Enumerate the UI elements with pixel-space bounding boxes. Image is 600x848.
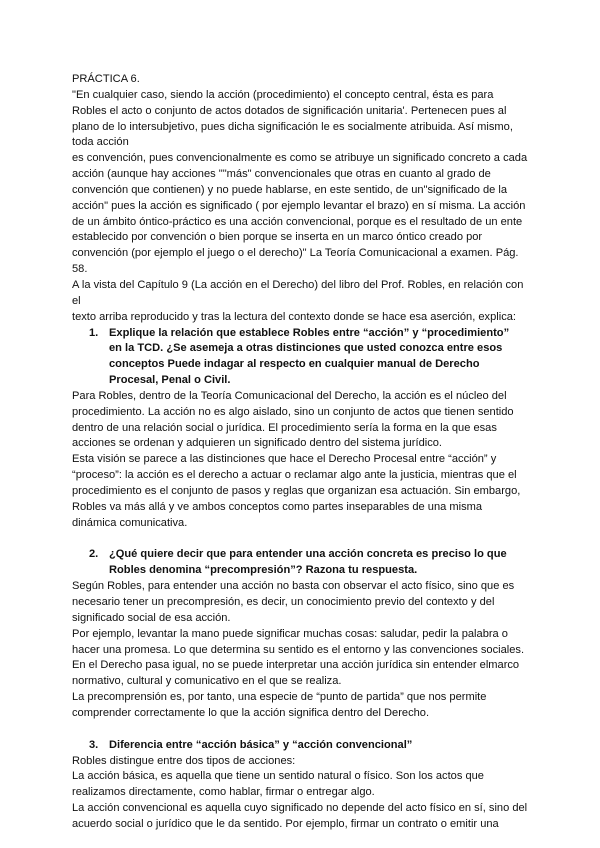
- text-line: significado social de esa acción.: [72, 611, 231, 624]
- text-line: normativo, cultural y comunicativo en el que se realiza.: [72, 675, 342, 688]
- text-line: acciones se ordenan y adquieren un significado dentro del sistema jurídico.: [72, 437, 443, 450]
- answer-3: [72, 754, 528, 833]
- spacer: [72, 722, 528, 738]
- text-line: acuerdo social o jurídico que le da sentido. Por ejemplo, firmar un contrato o emitir una: [72, 817, 499, 830]
- text-line: hacer una promesa. Lo que determina su sentido es el entorno y las convenciones sociales.: [72, 643, 525, 656]
- text-line: el: [72, 294, 81, 307]
- question-number: 3.: [89, 738, 99, 751]
- page-title: PRÁCTICA 6.: [72, 73, 140, 85]
- text-line: La acción básica, es aquella que tiene un sentido natural o físico. Son los actos que: [72, 770, 484, 783]
- text-line: dentro de una relación social o jurídica. El procedimiento sería la forma en la que esas: [72, 421, 497, 434]
- question-number: 1.: [89, 326, 99, 339]
- text-line: Para Robles, dentro de la Teoría Comunicacional del Derecho, la acción es el núcleo del: [72, 389, 507, 402]
- question-line: Robles denomina “precompresión”? Razona tu respuesta.: [109, 564, 418, 577]
- text-line: A la vista del Capítulo 9 (La acción en el Derecho) del libro del Prof. Robles, en relación con: [72, 278, 524, 291]
- text-line: "En cualquier caso, siendo la acción (procedimiento) el concepto central, ésta es para: [72, 88, 494, 101]
- document-page: [72, 72, 528, 833]
- question-2: [72, 547, 528, 579]
- question-line: ¿Qué quiere decir que para entender una acción concreta es preciso lo que: [109, 548, 507, 561]
- text-line: Según Robles, para entender una acción no basta con observar el acto físico, sino que es: [72, 580, 515, 593]
- question-number: 2.: [89, 548, 99, 561]
- text-line: procedimiento es el conjunto de pasos y reglas que organizan esa actuación. Sin embargo,: [72, 484, 521, 497]
- text-line: La precomprensión es, por tanto, una especie de “punto de partida” que nos permite: [72, 691, 487, 704]
- text-line: Por ejemplo, levantar la mano puede significar muchas cosas: saludar, pedir la palabra o: [72, 627, 508, 640]
- text-line: procedimiento. La acción no es algo aislado, sino un conjunto de actos que tienen sentido: [72, 405, 514, 418]
- question-3: [72, 738, 528, 754]
- text-line: convención que contienen) y no puede hablarse, en este sentido, de un"significado de la: [72, 183, 508, 196]
- text-line: En el Derecho pasa igual, no se puede interpretar una acción jurídica sin entender elmarco: [72, 659, 520, 672]
- text-line: realizamos directamente, como hablar, firmar o entregar algo.: [72, 786, 375, 799]
- text-line: 58.: [72, 263, 88, 276]
- quote-paragraph: [72, 88, 528, 278]
- text-line: convención (por ejemplo el juego o el derecho)" La Teoría Comunicacional a examen. Pág.: [72, 247, 519, 260]
- question-line: Diferencia entre “acción básica” y “acción convencional”: [109, 738, 413, 751]
- spacer: [72, 531, 528, 547]
- text-line: Robles va más allá y ve ambos conceptos como partes inseparables de una misma: [72, 500, 483, 513]
- text-line: Robles distingue entre dos tipos de acciones:: [72, 754, 296, 767]
- text-line: Robles el acto o conjunto de actos dotados de significación unitaria'. Pertenecen pues al: [72, 104, 507, 117]
- question-line: Procesal, Penal o Civil.: [109, 374, 231, 387]
- text-line: “proceso”: la acción es el derecho a actuar o reclamar algo ante la justicia, mientras que el: [72, 469, 517, 482]
- text-line: es convención, pues convencionalmente es como se atribuye un significado concreto a cada: [72, 152, 528, 165]
- text-line: La acción convencional es aquella cuyo significado no depende del acto físico en sí, sino del: [72, 802, 528, 815]
- text-line: dinámica comunicativa.: [72, 516, 188, 529]
- text-line: texto arriba reproducido y tras la lectura del contexto donde se hace esa aserción, explica:: [72, 310, 517, 323]
- question-line: en la TCD. ¿Se asemeja a otras distinciones que usted conozca entre esos: [109, 342, 503, 355]
- text-line: acción" pues la acción es significado ( por ejemplo levantar el brazo) en sí misma. La acción: [72, 199, 526, 212]
- question-line: Explique la relación que establece Robles entre “acción” y “procedimiento”: [109, 326, 510, 339]
- text-line: acción (aunque hay acciones ""más" convencionales que otras en cuanto al grado de: [72, 168, 491, 181]
- text-line: de un ámbito óntico-práctico es una acción convencional, porque es el resultado de un ente: [72, 215, 523, 228]
- intro-paragraph: [72, 278, 528, 326]
- text-line: plano de lo intersubjetivo, pues dicha significación le es socialmente atribuida. Así mismo,: [72, 120, 513, 133]
- text-line: toda acción: [72, 136, 129, 149]
- text-line: establecido por convención o bien porque se inserta en un marco óntico creado por: [72, 231, 483, 244]
- text-line: comprender correctamente lo que la acción significa dentro del Derecho.: [72, 706, 430, 719]
- answer-1: [72, 389, 528, 532]
- text-line: Esta visión se parece a las distinciones que hace el Derecho Procesal entre “acción” y: [72, 453, 497, 466]
- question-line: conceptos Puede indagar al respecto en cualquier manual de Derecho: [109, 358, 480, 371]
- text-line: necesario tener un precompresión, es decir, un conocimiento previo del contexto y del: [72, 596, 495, 608]
- question-1: [72, 326, 528, 389]
- answer-2: [72, 579, 528, 722]
